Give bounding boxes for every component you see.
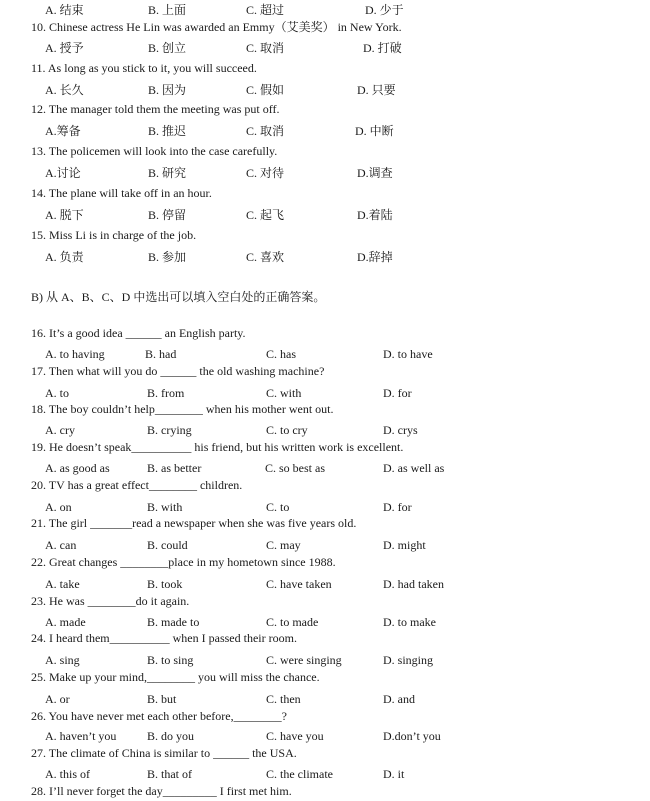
option-a: A. to having bbox=[45, 347, 105, 361]
question-text: 24. I heard them__________ when I passed their room. bbox=[31, 631, 297, 645]
option-d: D. as well as bbox=[383, 461, 445, 475]
option-c: C. the climate bbox=[266, 767, 333, 781]
question-text: 22. Great changes ________place in my hometown since 1988. bbox=[31, 555, 336, 569]
question-text: 18. The boy couldn’t help________ when his mother went out. bbox=[31, 402, 334, 416]
option-b: B. with bbox=[147, 500, 183, 514]
option-b: B. 因为 bbox=[148, 83, 187, 97]
option-a: A. cry bbox=[45, 423, 75, 437]
option-b: B. 推迟 bbox=[148, 124, 187, 138]
option-d: D. to have bbox=[383, 347, 433, 361]
option-a: A. this of bbox=[45, 767, 90, 781]
option-d: D. for bbox=[383, 386, 412, 400]
option-a: A. to bbox=[45, 386, 69, 400]
option-b: B. made to bbox=[147, 615, 200, 629]
option-c: C. 对待 bbox=[246, 166, 285, 180]
question-text: 10. Chinese actress He Lin was awarded an Emmy（艾美奖） in New York. bbox=[31, 20, 402, 34]
option-d: D. for bbox=[383, 500, 412, 514]
option-d: D. to make bbox=[383, 615, 436, 629]
option-a: A. haven’t you bbox=[45, 729, 117, 743]
option-b: B. that of bbox=[147, 767, 192, 781]
question-text: 25. Make up your mind,________ you will miss the chance. bbox=[31, 670, 320, 684]
question-text: 27. The climate of China is similar to ______ the USA. bbox=[31, 746, 297, 760]
option-d: D.don’t you bbox=[383, 729, 441, 743]
option-a: A. or bbox=[45, 692, 70, 706]
option-c: C. 取消 bbox=[246, 124, 285, 138]
question-text: 17. Then what will you do ______ the old washing machine? bbox=[31, 364, 325, 378]
option-b: B. do you bbox=[147, 729, 195, 743]
option-a: A.讨论 bbox=[45, 166, 81, 180]
option-d: D.着陆 bbox=[357, 208, 393, 222]
option-d: D.辞掉 bbox=[357, 250, 393, 264]
option-c: C. 起飞 bbox=[246, 208, 285, 222]
option-c: C. with bbox=[266, 386, 302, 400]
question-text: 26. You have never met each other before,________? bbox=[31, 709, 287, 723]
option-a: A. 结束 bbox=[45, 3, 84, 17]
option-a: A. as good as bbox=[45, 461, 110, 475]
question-text: 14. The plane will take off in an hour. bbox=[31, 186, 212, 200]
option-b: B. as better bbox=[147, 461, 202, 475]
option-c: C. have you bbox=[266, 729, 324, 743]
question-text: 16. It’s a good idea ______ an English party. bbox=[31, 326, 246, 340]
option-d: D.调查 bbox=[357, 166, 393, 180]
option-c: C. may bbox=[266, 538, 301, 552]
option-d: D. singing bbox=[383, 653, 434, 667]
question-text: 11. As long as you stick to it, you will succeed. bbox=[31, 61, 257, 75]
section-heading: B) 从 A、B、C、D 中选出可以填入空白处的正确答案。 bbox=[31, 290, 326, 304]
option-d: D. 少于 bbox=[365, 3, 404, 17]
option-b: B. took bbox=[147, 577, 183, 591]
option-b: B. had bbox=[145, 347, 177, 361]
option-d: D. 只要 bbox=[357, 83, 396, 97]
option-c: C. 假如 bbox=[246, 83, 285, 97]
option-b: B. from bbox=[147, 386, 185, 400]
option-a: A. sing bbox=[45, 653, 80, 667]
option-a: A.筹备 bbox=[45, 124, 81, 138]
option-a: A. 脱下 bbox=[45, 208, 84, 222]
question-text: 21. The girl _______read a newspaper when she was five years old. bbox=[31, 516, 357, 530]
option-d: D. it bbox=[383, 767, 405, 781]
option-d: D. 打破 bbox=[363, 41, 402, 55]
option-a: A. on bbox=[45, 500, 72, 514]
option-c: C. 取消 bbox=[246, 41, 285, 55]
option-b: B. crying bbox=[147, 423, 192, 437]
option-b: B. to sing bbox=[147, 653, 194, 667]
question-text: 28. I’ll never forget the day_________ I first met him. bbox=[31, 784, 292, 798]
option-c: C. 喜欢 bbox=[246, 250, 285, 264]
option-a: A. 长久 bbox=[45, 83, 84, 97]
question-text: 12. The manager told them the meeting was put off. bbox=[31, 102, 280, 116]
option-c: C. has bbox=[266, 347, 296, 361]
option-d: D. 中断 bbox=[355, 124, 394, 138]
question-text: 20. TV has a great effect________ children. bbox=[31, 478, 243, 492]
option-b: B. 研究 bbox=[148, 166, 187, 180]
question-text: 19. He doesn’t speak__________ his friend, but his written work is excellent. bbox=[31, 440, 404, 454]
option-c: C. to made bbox=[266, 615, 319, 629]
option-a: A. 负责 bbox=[45, 250, 84, 264]
option-c: C. so best as bbox=[265, 461, 325, 475]
option-d: D. and bbox=[383, 692, 415, 706]
option-d: D. might bbox=[383, 538, 426, 552]
option-c: C. 超过 bbox=[246, 3, 285, 17]
option-d: D. had taken bbox=[383, 577, 444, 591]
option-c: C. to cry bbox=[266, 423, 308, 437]
option-b: B. could bbox=[147, 538, 188, 552]
option-c: C. have taken bbox=[266, 577, 332, 591]
option-b: B. 创立 bbox=[148, 41, 187, 55]
option-a: A. made bbox=[45, 615, 86, 629]
option-b: B. 参加 bbox=[148, 250, 187, 264]
question-text: 15. Miss Li is in charge of the job. bbox=[31, 228, 197, 242]
option-b: B. 停留 bbox=[148, 208, 187, 222]
option-c: C. were singing bbox=[266, 653, 342, 667]
option-a: A. can bbox=[45, 538, 77, 552]
option-b: B. 上面 bbox=[148, 3, 187, 17]
question-text: 23. He was ________do it again. bbox=[31, 594, 190, 608]
option-b: B. but bbox=[147, 692, 177, 706]
option-d: D. crys bbox=[383, 423, 418, 437]
option-a: A. 授予 bbox=[45, 41, 84, 55]
option-c: C. then bbox=[266, 692, 301, 706]
option-c: C. to bbox=[266, 500, 290, 514]
option-a: A. take bbox=[45, 577, 80, 591]
question-text: 13. The policemen will look into the case carefully. bbox=[31, 144, 278, 158]
